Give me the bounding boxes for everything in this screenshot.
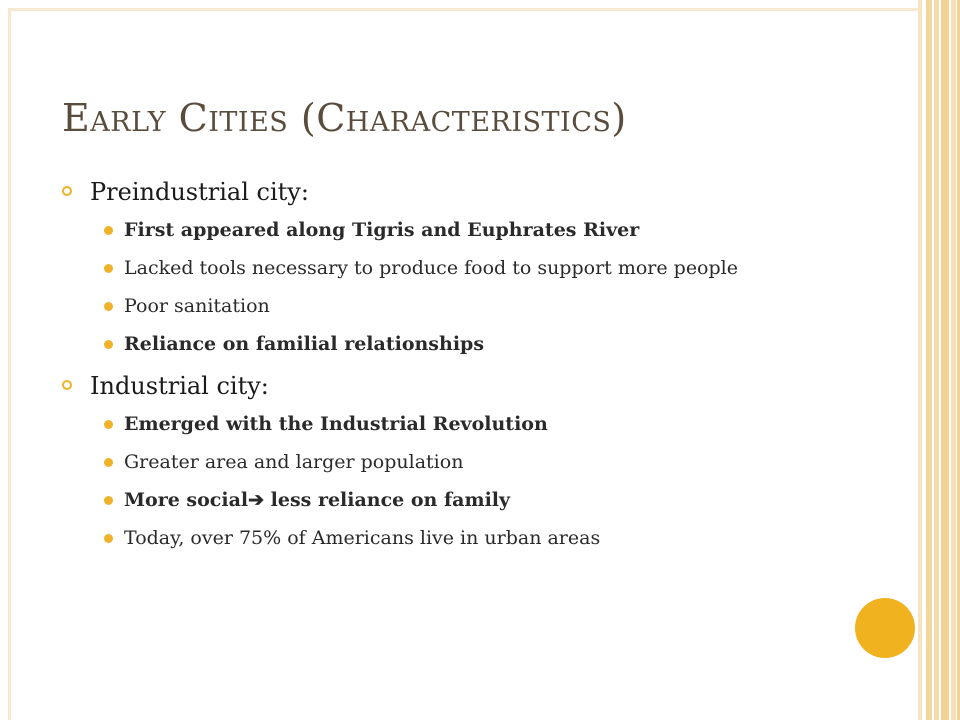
list-item-text: Today, over 75% of Americans live in urban areas — [124, 527, 601, 549]
list-item — [62, 450, 774, 474]
list-item-text: More social➔ less reliance on family — [124, 489, 511, 511]
bullet-list — [62, 218, 782, 356]
edge-stripe — [951, 0, 956, 720]
edge-stripe — [941, 0, 949, 720]
dot-bullet-icon — [104, 226, 113, 235]
bullet-list — [62, 412, 782, 550]
list-item — [62, 332, 774, 356]
dot-bullet-icon — [104, 264, 113, 273]
dot-bullet-icon — [104, 302, 113, 311]
dot-bullet-icon — [104, 458, 113, 467]
dot-bullet-icon — [104, 340, 113, 349]
list-item — [62, 412, 774, 436]
list-item-text: Emerged with the Industrial Revolution — [124, 413, 548, 435]
slide-content — [62, 176, 782, 564]
list-item-text: Lacked tools necessary to produce food to support more people — [124, 257, 738, 279]
list-item-text: Poor sanitation — [124, 295, 270, 317]
edge-stripe — [934, 0, 939, 720]
list-item — [62, 526, 774, 550]
list-item — [62, 488, 774, 512]
list-item — [62, 294, 774, 318]
section-heading-text: Industrial city: — [90, 372, 269, 400]
list-item-text: Greater area and larger population — [124, 451, 464, 473]
ring-bullet-icon — [62, 186, 72, 196]
slide-title: Early Cities (Characteristics) — [62, 96, 627, 140]
list-item-text: First appeared along Tigris and Euphrates River — [124, 219, 640, 241]
section-heading — [62, 370, 782, 402]
decorative-circle — [855, 598, 915, 658]
section-heading-text: Preindustrial city: — [90, 178, 309, 206]
list-item — [62, 218, 774, 242]
dot-bullet-icon — [104, 420, 113, 429]
dot-bullet-icon — [104, 534, 113, 543]
edge-stripe — [918, 0, 922, 720]
list-item-text: Reliance on familial relationships — [124, 333, 485, 355]
list-item — [62, 256, 774, 280]
section-heading — [62, 176, 782, 208]
ring-bullet-icon — [62, 380, 72, 390]
edge-stripe — [926, 0, 932, 720]
dot-bullet-icon — [104, 496, 113, 505]
